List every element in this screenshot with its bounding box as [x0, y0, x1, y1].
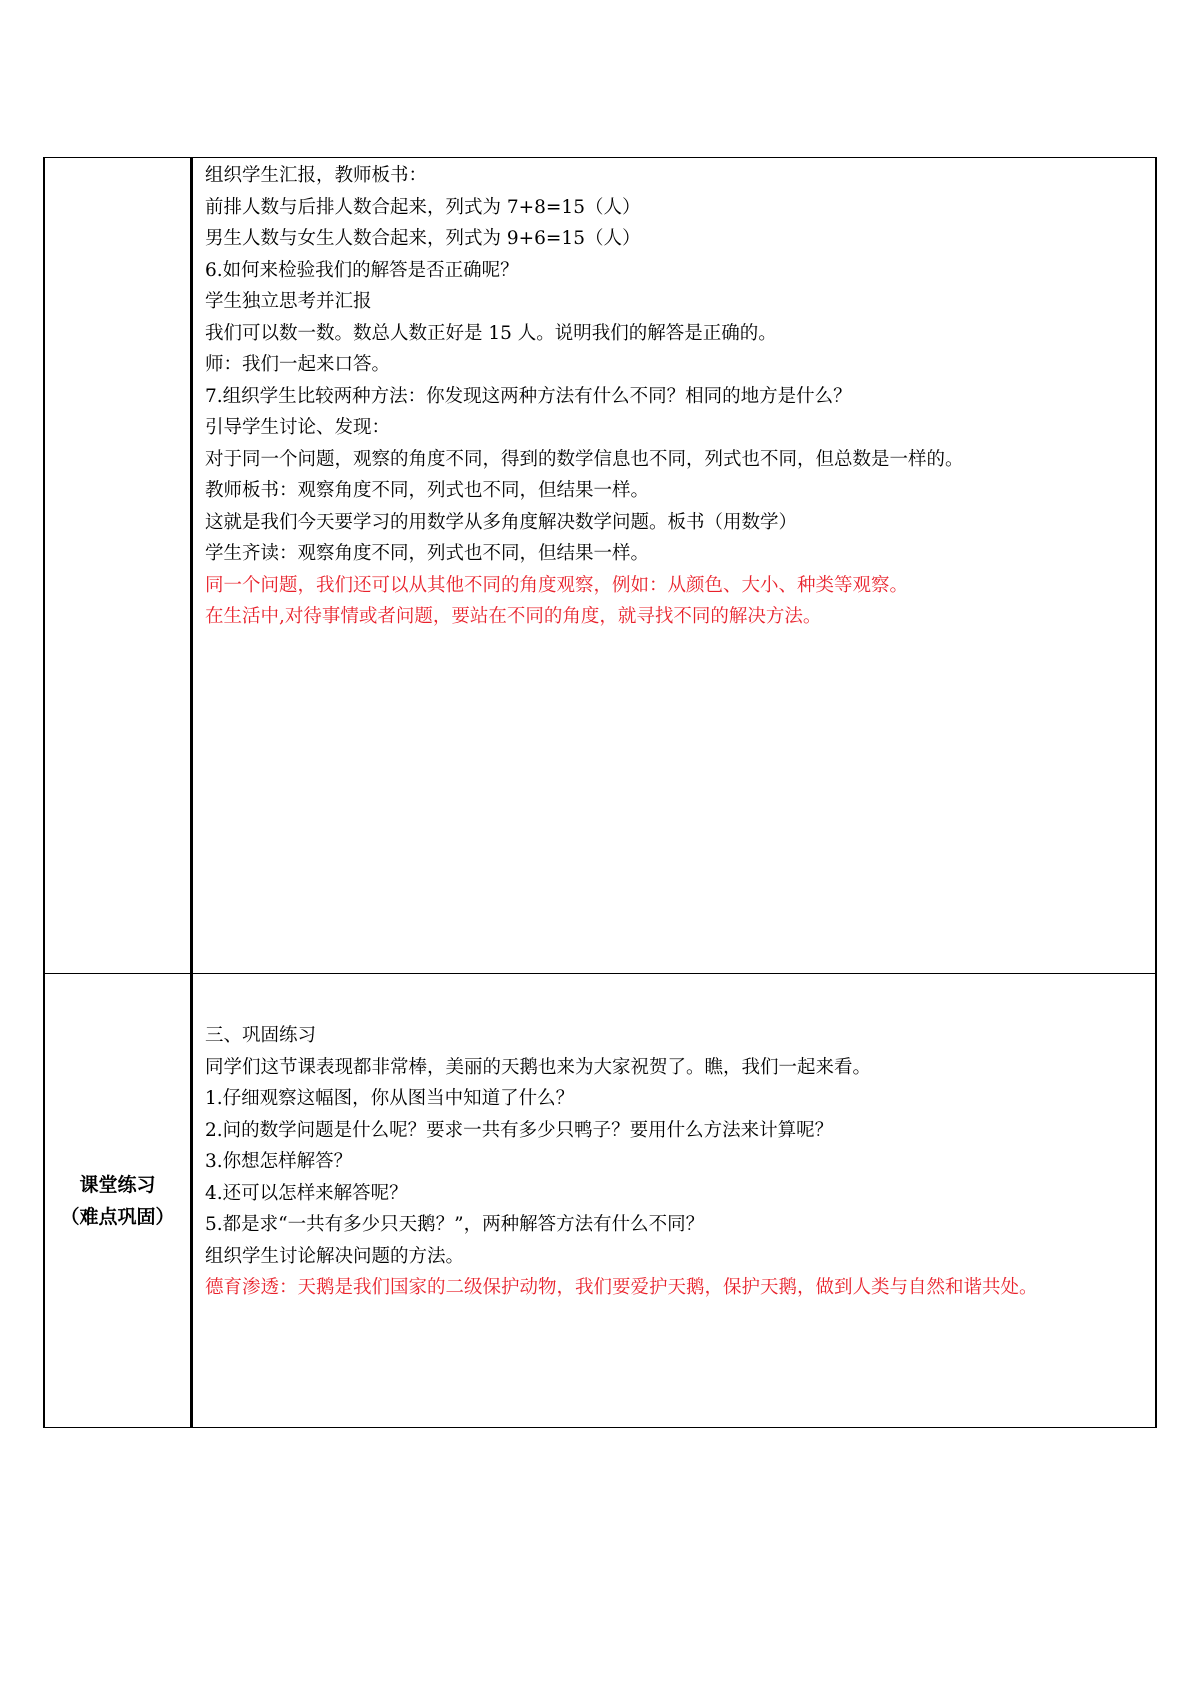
text-line: 学生独立思考并汇报 [205, 291, 372, 312]
row-label-practice-sub: （难点巩固） [60, 1205, 175, 1228]
text-line: 教师板书：观察角度不同，列式也不同，但结果一样。 [205, 480, 650, 501]
text-line: 5.都是求“一共有多少只天鹅？”，两种解答方法有什么不同？ [205, 1214, 705, 1235]
text-line: 对于同一个问题，观察的角度不同，得到的数学信息也不同，列式也不同，但总数是一样的。 [205, 448, 964, 470]
text-line: 组织学生汇报，教师板书： [205, 165, 428, 186]
lesson-plan-table [43, 157, 1157, 1428]
text-line: 同一个问题，我们还可以从其他不同的角度观察，例如：从颜色、大小、种类等观察。 [205, 574, 909, 596]
text-line: 德育渗透：天鹅是我们国家的二级保护动物，我们要爱护天鹅，保护天鹅，做到人类与自然和谐共处。 [205, 1277, 1038, 1298]
text-line: 学生齐读：观察角度不同，列式也不同，但结果一样。 [205, 543, 650, 564]
text-line: 我们可以数一数。数总人数正好是 15 人。说明我们的解答是正确的。 [205, 322, 777, 344]
row-label-cell [45, 158, 193, 973]
text-line: 引导学生讨论、发现： [205, 417, 391, 438]
row-label-practice: 课堂练习 [79, 1173, 156, 1196]
text-line: 4.还可以怎样来解答呢？ [205, 1182, 408, 1204]
table-row-process [45, 158, 1155, 974]
text-line: 男生人数与女生人数合起来，列式为 9+6=15（人） [205, 228, 641, 249]
text-line: 3.你想怎样解答？ [205, 1151, 353, 1172]
text-line: 组织学生讨论解决问题的方法。 [205, 1245, 465, 1267]
content-cell-practice [193, 974, 1155, 1427]
text-line: 前排人数与后排人数合起来，列式为 7+8=15（人） [205, 196, 641, 218]
text-line: 三、巩固练习 [205, 1025, 317, 1046]
text-line: 师：我们一起来口答。 [205, 354, 391, 375]
text-line: 同学们这节课表现都非常棒，美丽的天鹅也来为大家祝贺了。瞧，我们一起来看。 [205, 1056, 872, 1078]
text-line: 6.如何来检验我们的解答是否正确呢？ [205, 259, 519, 281]
text-line: 1.仔细观察这幅图，你从图当中知道了什么？ [205, 1088, 575, 1109]
content-cell-process [193, 158, 1155, 973]
text-line: 这就是我们今天要学习的用数学从多角度解决数学问题。板书（用数学） [205, 511, 798, 533]
table-row-practice [45, 974, 1155, 1428]
text-line: 在生活中,对待事情或者问题，要站在不同的角度，就寻找不同的解决方法。 [205, 606, 822, 627]
row-label-cell [45, 974, 193, 1427]
text-line: 7.组织学生比较两种方法：你发现这两种方法有什么不同？相同的地方是什么？ [205, 385, 852, 407]
text-line: 2.问的数学问题是什么呢？要求一共有多少只鸭子？要用什么方法来计算呢？ [205, 1119, 834, 1141]
